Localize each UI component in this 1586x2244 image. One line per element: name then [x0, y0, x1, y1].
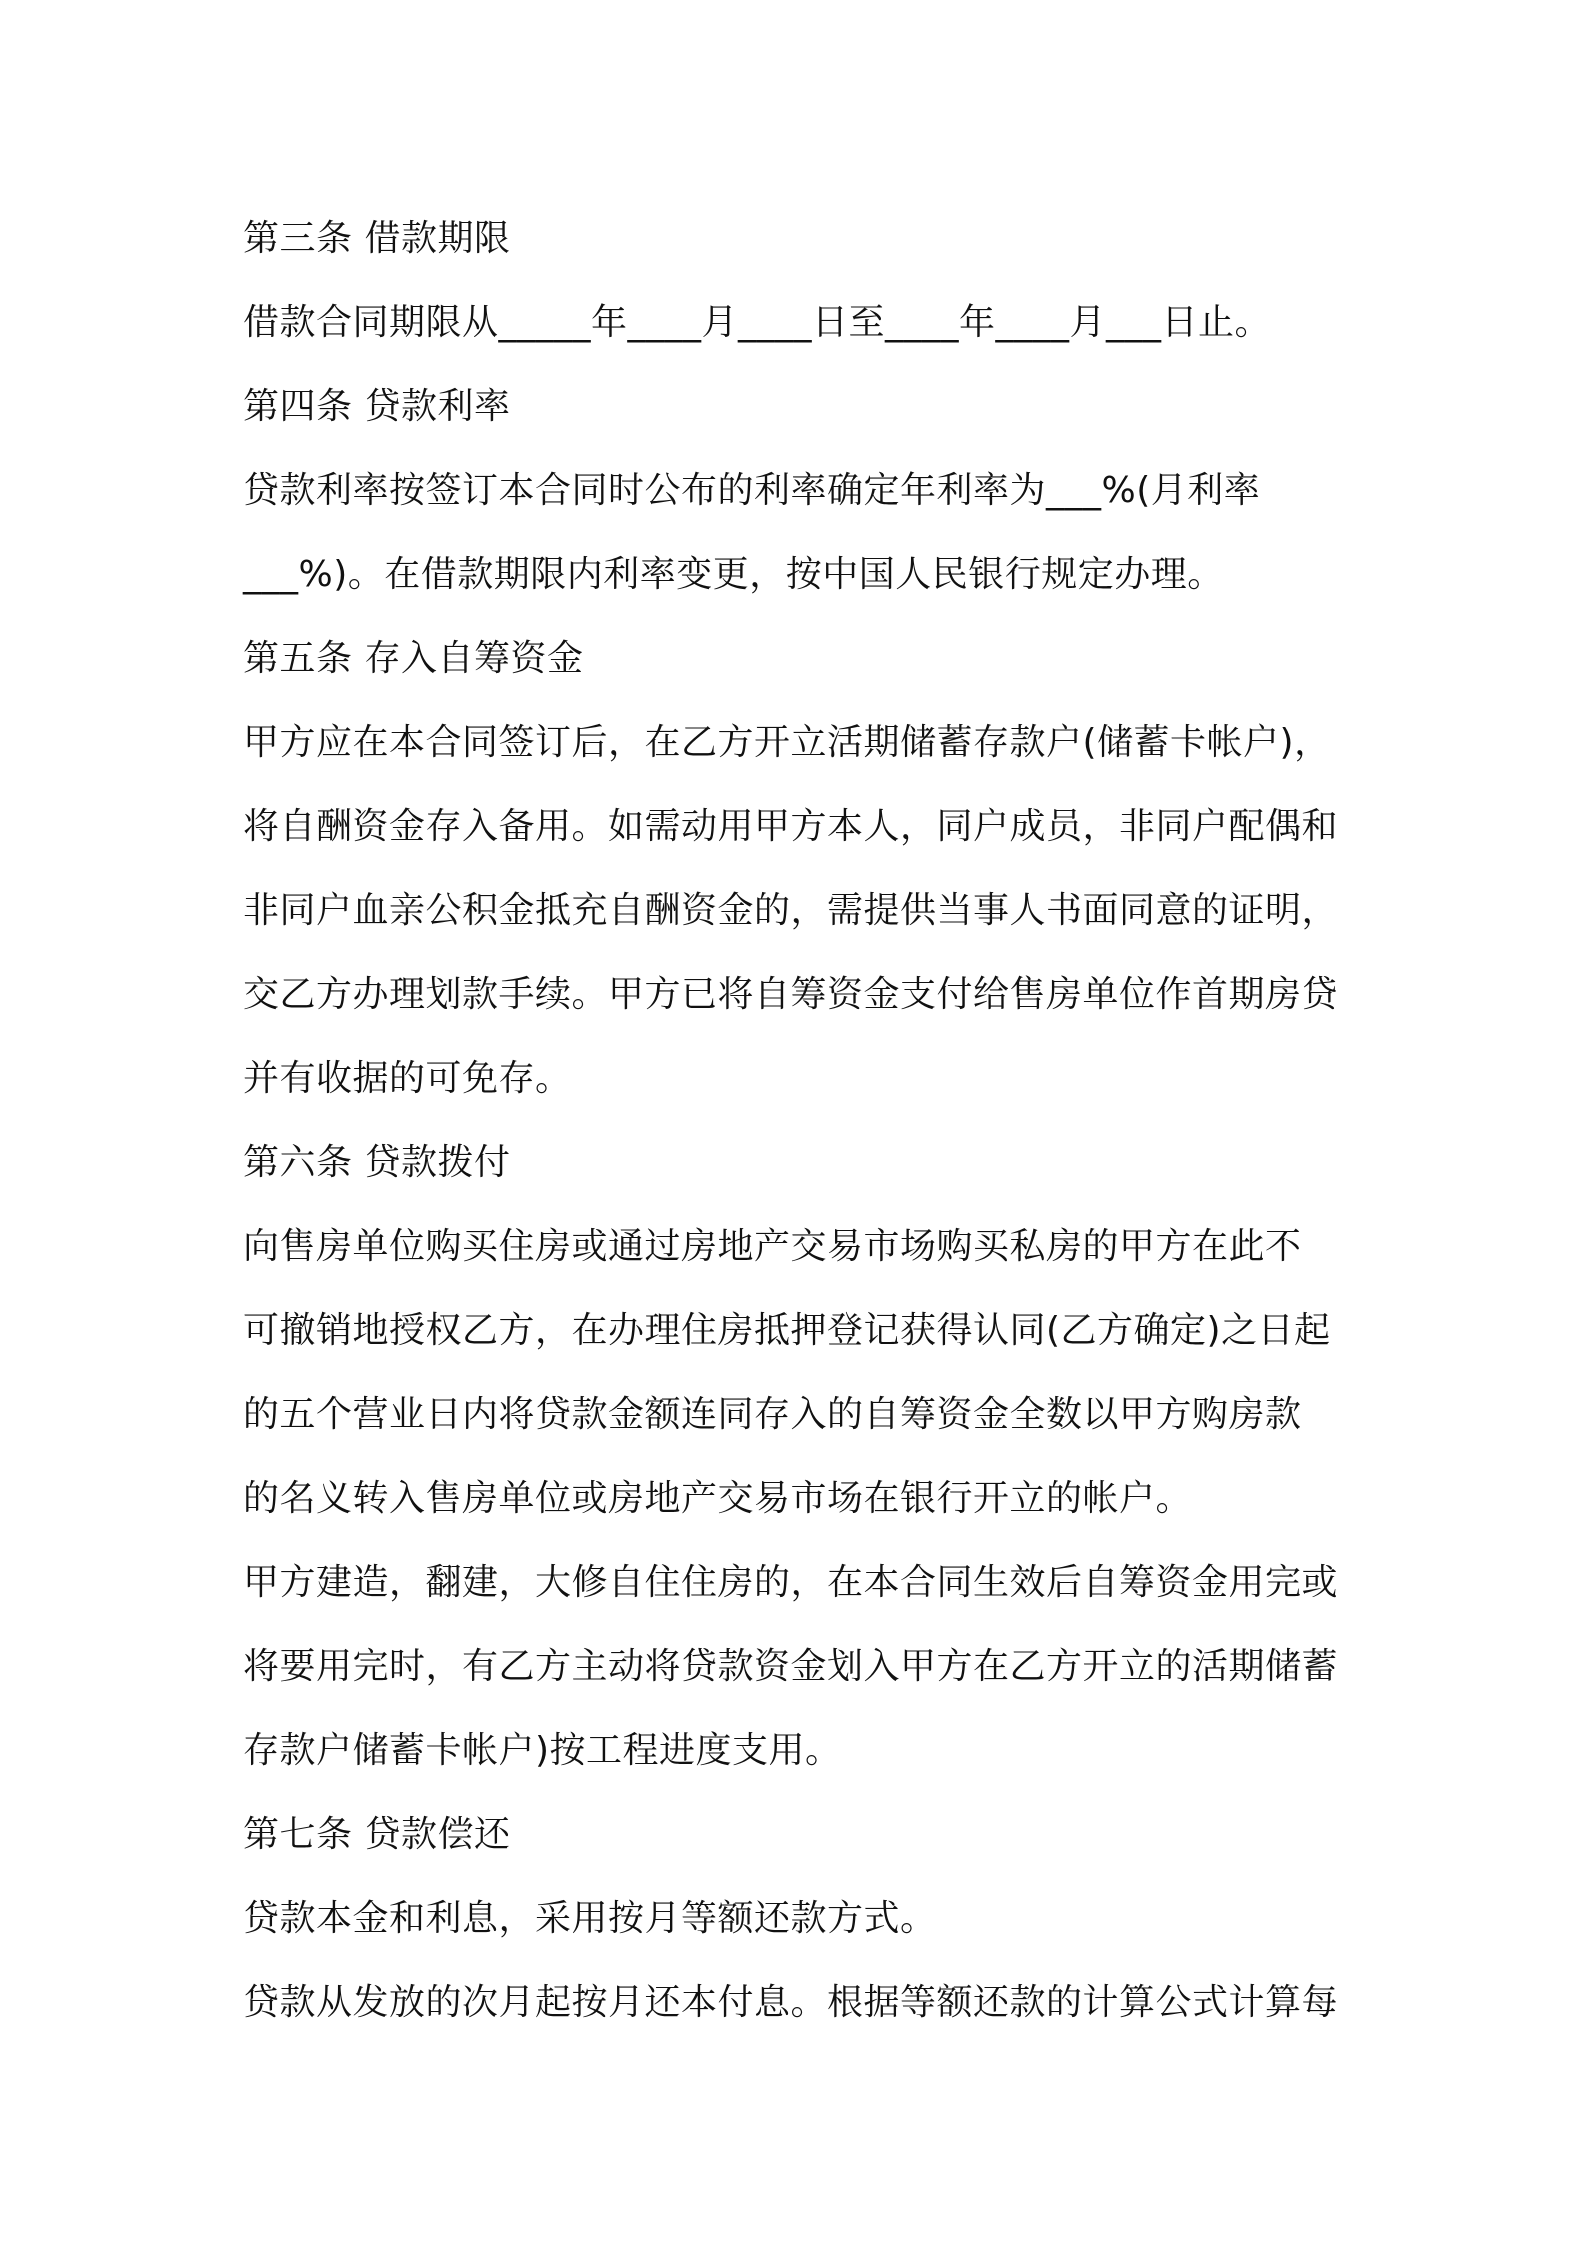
- article-5-heading: 第五条 存入自筹资金: [243, 638, 584, 679]
- self-funds-line-3: 非同户血亲公积金抵充自酬资金的，需提供当事人书面同意的证明，: [243, 890, 1339, 931]
- article-3-heading: 第三条 借款期限: [243, 218, 511, 259]
- disbursement-line-2: 可撤销地授权乙方，在办理住房抵押登记获得认同(乙方确定)之日起: [243, 1310, 1331, 1351]
- repayment-line-2: 贷款从发放的次月起按月还本付息。根据等额还款的计算公式计算每: [243, 1982, 1339, 2023]
- self-funds-line-4: 交乙方办理划款手续。甲方已将自筹资金支付给售房单位作首期房贷: [243, 974, 1339, 1015]
- disbursement-line-4: 的名义转入售房单位或房地产交易市场在银行开立的帐户。: [243, 1478, 1193, 1519]
- construction-line-2: 将要用完时，有乙方主动将贷款资金划入甲方在乙方开立的活期储蓄: [243, 1646, 1339, 1687]
- article-4-heading: 第四条 贷款利率: [243, 386, 511, 427]
- repayment-line-1: 贷款本金和利息，采用按月等额还款方式。: [243, 1898, 937, 1939]
- self-funds-line-1: 甲方应在本合同签订后，在乙方开立活期储蓄存款户(储蓄卡帐户)，: [243, 722, 1331, 763]
- disbursement-line-1: 向售房单位购买住房或通过房地产交易市场购买私房的甲方在此不: [243, 1226, 1302, 1267]
- disbursement-line-3: 的五个营业日内将贷款金额连同存入的自筹资金全数以甲方购房款: [243, 1394, 1302, 1435]
- self-funds-line-2: 将自酬资金存入备用。如需动用甲方本人，同户成员，非同户配偶和: [243, 806, 1339, 847]
- construction-line-1: 甲方建造，翻建，大修自住住房的，在本合同生效后自筹资金用完或: [243, 1562, 1339, 1603]
- document-body: [243, 197, 1363, 2045]
- construction-line-3: 存款户储蓄卡帐户)按工程进度支用。: [243, 1730, 842, 1771]
- interest-rate-line-2: ___%)。在借款期限内利率变更，按中国人民银行规定办理。: [243, 554, 1224, 595]
- loan-term-line: 借款合同期限从_____年____月____日至____年____月___日止。: [243, 302, 1272, 343]
- article-6-heading: 第六条 贷款拨付: [243, 1142, 511, 1183]
- interest-rate-line-1: 贷款利率按签订本合同时公布的利率确定年利率为___%(月利率: [243, 470, 1261, 511]
- self-funds-line-5: 并有收据的可免存。: [243, 1058, 572, 1099]
- article-7-heading: 第七条 贷款偿还: [243, 1814, 511, 1855]
